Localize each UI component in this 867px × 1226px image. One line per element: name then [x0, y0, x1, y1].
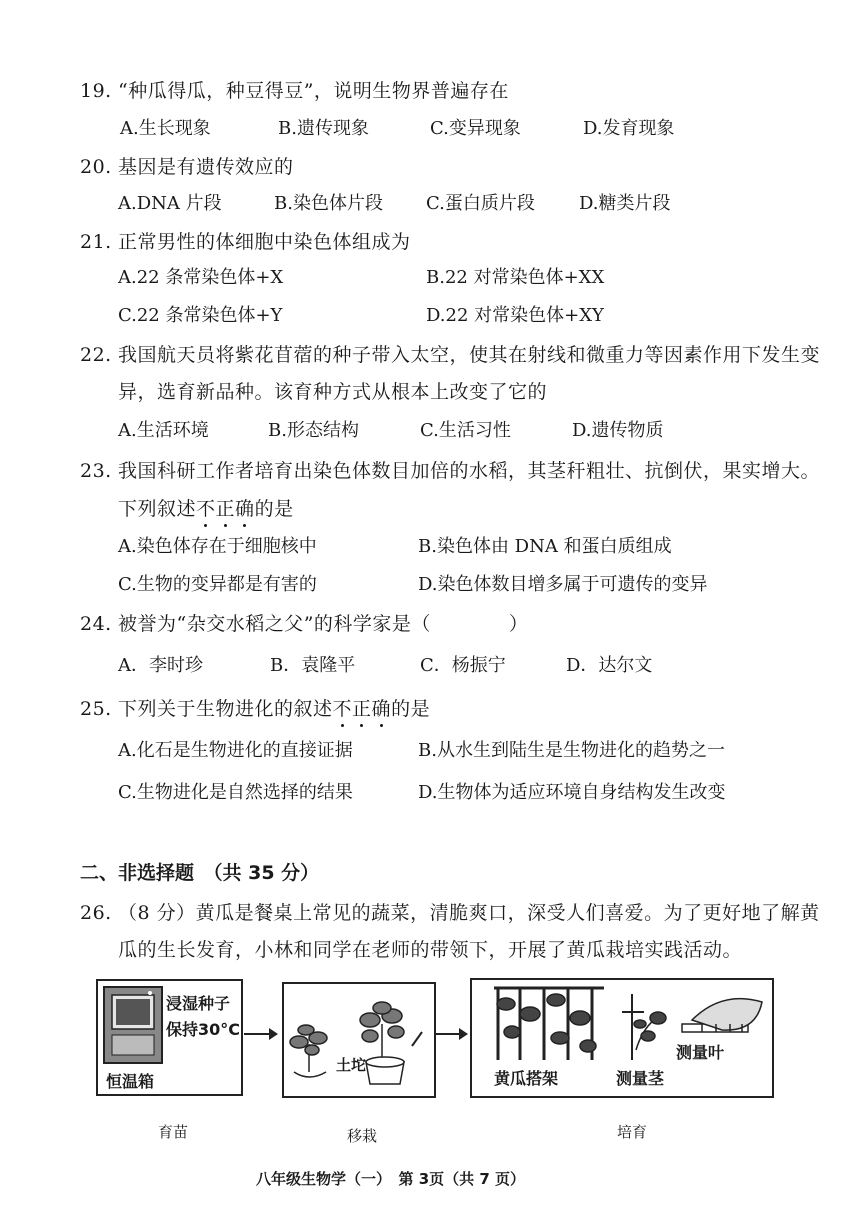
q22-option-d: D.遗传物质 — [572, 420, 664, 441]
q19-option-b: B.遗传现象 — [278, 118, 369, 139]
q23-option-a: A.染色体存在于细胞核中 — [118, 536, 317, 557]
page-footer: 八年级生物学（一） 第 3页（共 7 页） — [256, 1170, 526, 1188]
question-22-stem-line2: 异，选育新品种。该育种方式从根本上改变了它的 — [118, 381, 548, 403]
q24-option-d: D．达尔文 — [566, 655, 653, 676]
soak-seeds-label: 浸湿种子 — [166, 994, 231, 1013]
q24-option-b: B．袁隆平 — [270, 655, 356, 676]
question-23-stem-line2: 下列叙述不正确的是 — [118, 494, 294, 521]
q19-option-a: A.生长现象 — [120, 118, 211, 139]
question-26-line1: 26. （8 分）黄瓜是餐桌上常见的蔬菜，清脆爽口，深受人们喜爱。为了更好地了解黄 — [80, 902, 820, 924]
q21-option-d: D.22 对常染色体+XY — [426, 305, 604, 326]
measure-leaf-label: 测量叶 — [676, 1043, 725, 1062]
q23-option-d: D.染色体数目增多属于可遗传的变异 — [418, 574, 708, 595]
q19-option-d: D.发育现象 — [583, 118, 675, 139]
figure-box-transplant — [282, 982, 436, 1098]
incubator-label: 恒温箱 — [106, 1072, 155, 1091]
q21-option-b: B.22 对常染色体+XX — [426, 267, 605, 288]
measure-stem-label: 测量茎 — [616, 1069, 665, 1088]
q19-option-c: C.变异现象 — [430, 118, 521, 139]
question-25-stem: 25. 下列关于生物进化的叙述不正确的是 — [80, 694, 430, 721]
q22-option-a: A.生活环境 — [118, 420, 209, 441]
section-2-title: 二、非选择题 （共 35 分） — [80, 862, 320, 884]
question-23-stem-line1: 23. 我国科研工作者培育出染色体数目加倍的水稻，其茎秆粗壮、抗倒伏，果实增大。 — [80, 460, 821, 482]
question-24-stem: 24. 被誉为“杂交水稻之父”的科学家是（ ） — [80, 613, 529, 635]
q25-option-d: D.生物体为适应环境自身结构发生改变 — [418, 782, 726, 803]
figure-box-cultivation — [470, 978, 774, 1098]
seedling-transplant-icon — [284, 984, 434, 1096]
figure-box-incubator — [96, 979, 243, 1096]
q24-option-c: C．杨振宁 — [420, 655, 506, 676]
cucumber-trellis-label: 黄瓜搭架 — [494, 1069, 559, 1088]
emphasis-not-correct: 不正确 — [333, 698, 392, 720]
q23-option-b: B.染色体由 DNA 和蛋白质组成 — [418, 536, 672, 557]
q20-option-d: D.糖类片段 — [579, 193, 671, 214]
q24-option-a: A．李时珍 — [118, 655, 203, 676]
q21-option-a: A.22 条常染色体+X — [118, 267, 284, 288]
q20-option-c: C.蛋白质片段 — [426, 193, 535, 214]
q23-option-c: C.生物的变异都是有害的 — [118, 574, 317, 595]
q25-option-a: A.化石是生物进化的直接证据 — [118, 740, 353, 761]
question-19-stem: 19. “种瓜得瓜，种豆得豆”，说明生物界普遍存在 — [80, 80, 509, 102]
caption-cultivation: 培育 — [617, 1123, 648, 1141]
question-26-line2: 瓜的生长发育，小林和同学在老师的带领下，开展了黄瓜栽培实践活动。 — [118, 939, 743, 961]
emphasis-not-correct: 不正确 — [196, 498, 255, 520]
soil-ball-label: 土坨 — [336, 1056, 367, 1074]
arrow-2-icon — [436, 1033, 466, 1035]
question-20-stem: 20. 基因是有遗传效应的 — [80, 156, 294, 178]
q21-option-c: C.22 条常染色体+Y — [118, 305, 283, 326]
q25-option-b: B.从水生到陆生是生物进化的趋势之一 — [418, 740, 725, 761]
keep-30c-label: 保持30°C — [166, 1020, 241, 1039]
question-21-stem: 21. 正常男性的体细胞中染色体组成为 — [80, 231, 411, 253]
q20-option-b: B.染色体片段 — [274, 193, 383, 214]
q22-option-b: B.形态结构 — [268, 420, 359, 441]
incubator-icon — [102, 985, 164, 1065]
caption-seedling: 育苗 — [158, 1123, 189, 1141]
q25-option-c: C.生物进化是自然选择的结果 — [118, 782, 353, 803]
arrow-1-icon — [244, 1033, 276, 1035]
q22-option-c: C.生活习性 — [420, 420, 511, 441]
caption-transplant: 移栽 — [347, 1127, 378, 1145]
q20-option-a: A.DNA 片段 — [118, 193, 222, 214]
question-22-stem-line1: 22. 我国航天员将紫花苜蓿的种子带入太空，使其在射线和微重力等因素作用下发生变 — [80, 344, 821, 366]
